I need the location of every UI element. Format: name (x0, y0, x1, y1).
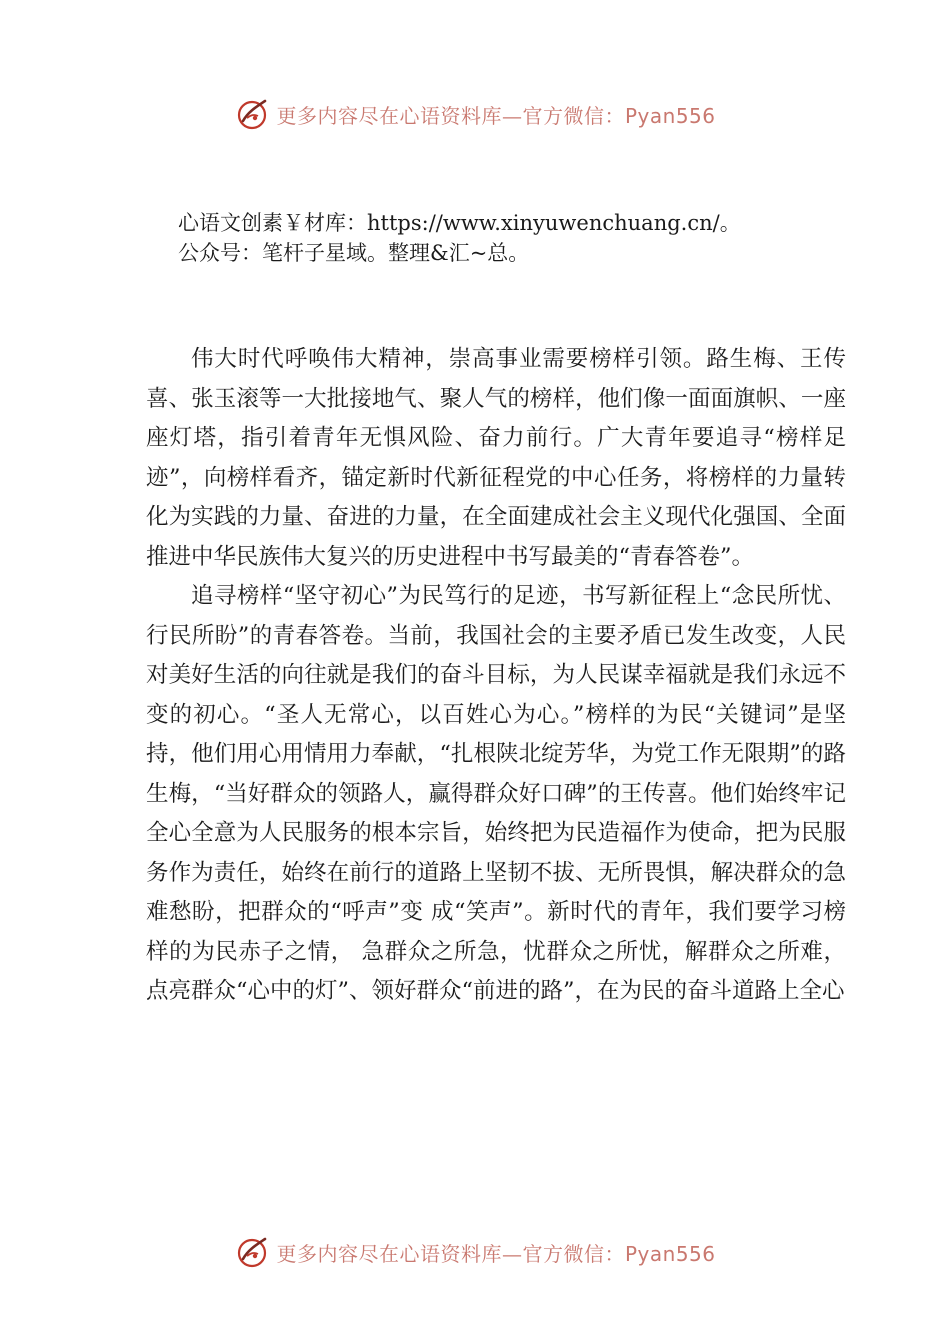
wechat-id: Pyan556 (624, 1241, 716, 1266)
banner-label: 更多内容尽在心语资料库—官方微信： (276, 1241, 625, 1266)
xinyu-logo-icon (234, 96, 270, 132)
article-body (146, 340, 846, 1012)
source-note (178, 208, 918, 268)
paragraph: 追寻榜样“坚守初心”为民笃行的足迹，书写新征程上“念民所忧、行民所盼”的青春答卷。当前，我国社会的主要矛盾已发生改变，人民对美好生活的向往就是我们的奋斗目标，为人民谋幸福就是我们永远不变的初心。“圣人无常心，以百姓心为心。”榜样的为民“关键词”是坚持，他们用心用情用力奉献，“扎根陕北绽芳华，为党工作无限期”的路生梅，“当好群众的领路人，赢得群众好口碑”的王传喜。他们始终牢记全心全意为人民服务的根本宗旨，始终把为民造福作为使命，把为民服务作为责任，始终在前行的道路上坚韧不拔、无所畏惧，解决群众的急难愁盼，把群众的“呼声”变 成“笑声”。新时代的青年，我们要学习榜样的为民赤子之情， 急群众之所急，忧群众之所忧，解群众之所难，点亮群众“心中的灯”、领好群众“前进的路”，在为民的奋斗道路上全心 (146, 583, 846, 1004)
source-line-2: 公众号：笔杆子星域。整理&汇~总。 (178, 241, 530, 265)
paragraph: 伟大时代呼唤伟大精神，崇高事业需要榜样引领。路生梅、王传喜、张玉滚等一大批接地气、聚人气的榜样，他们像一面面旗帜、一座座灯塔，指引着青年无惧风险、奋力前行。广大青年要追寻“榜样足迹”，向榜样看齐，锚定新时代新征程党的中心任务，将榜样的力量转化为实践的力量、奋进的力量，在全面建成社会主义现代化强国、全面推进中华民族伟大复兴的历史进程中书写最美的“青春答卷”。 (146, 346, 846, 570)
banner-label: 更多内容尽在心语资料库—官方微信： (276, 103, 625, 128)
source-line-1: 心语文创素￥材库：https://www.xinyuwenchuang.cn/。 (178, 211, 741, 235)
header-banner (0, 94, 950, 134)
banner-text (276, 100, 715, 129)
xinyu-logo-icon (234, 1234, 270, 1270)
footer-banner (0, 1232, 950, 1272)
wechat-id: Pyan556 (624, 103, 716, 128)
banner-text (276, 1238, 715, 1267)
